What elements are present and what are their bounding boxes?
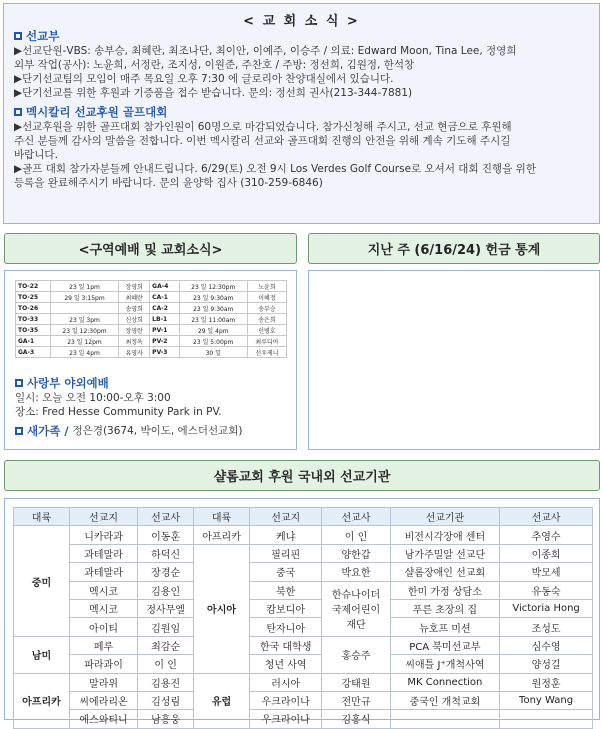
district-cell: TO-33 [16, 314, 51, 325]
continent-cell: 남미 [14, 636, 70, 673]
district-row [16, 292, 287, 303]
district-row [16, 281, 287, 292]
mission-field-cell: 우크라이나 [250, 691, 322, 709]
missionary-cell: 김용진 [138, 673, 194, 691]
district-cell: GA-1 [16, 336, 51, 347]
district-cell: 장영희 [119, 281, 150, 292]
missions-row [14, 599, 593, 617]
missionary-cell: 강태원 [322, 673, 390, 691]
mission-line: ▶단기선교팀의 모임이 매주 목요일 오후 7:30 에 글로리아 찬양대실에서 있습니다. [14, 73, 394, 85]
mission-field-cell: 에스와티니 [69, 710, 137, 728]
missions-row [14, 673, 593, 691]
missionary-cell: 이동훈 [138, 526, 194, 544]
square-bullet-icon [15, 427, 23, 435]
district-cell: 23 일 1pm [50, 281, 118, 292]
district-cell: 송은희 [247, 314, 286, 325]
missionary-cell: 김홍식 [322, 710, 390, 728]
district-cell: 송영희 [119, 303, 150, 314]
district-box [4, 270, 297, 450]
agency-missionary-cell: 조성도 [500, 618, 593, 636]
mission-field-cell: 멕시코 [69, 581, 137, 599]
continent-cell: 중미 [14, 526, 70, 636]
district-cell: PV-1 [150, 325, 179, 336]
agency-cell [390, 710, 499, 728]
mission-field-cell: 말라위 [69, 673, 137, 691]
missionary-line: 국제어린이 [331, 605, 381, 617]
mission-field-cell: 멕시코 [69, 599, 137, 617]
missions-row [14, 636, 593, 654]
mission-field-cell: 파라과이 [69, 655, 137, 673]
newfamily-text: 정은경(3674, 박이도, 에스더선교회) [72, 425, 243, 437]
agency-missionary-cell: 추영수 [500, 526, 593, 544]
district-cell: PV-2 [150, 336, 179, 347]
mission-field-cell: 한국 대학생 [250, 636, 322, 654]
district-row [16, 347, 287, 358]
missions-col-header: 대륙 [194, 508, 250, 526]
district-cell: CA-1 [150, 292, 179, 303]
mission-field-cell: 페루 [69, 636, 137, 654]
section-head-mission: 선교부 [14, 28, 593, 44]
missionary-line: 한슈나이더 [331, 590, 381, 602]
agency-cell: 샬롬장애인 선교회 [390, 563, 499, 581]
stats-header: 지난 주 (6/16/24) 헌금 통계 [308, 233, 600, 264]
mission-field-cell: 씨에라리온 [69, 691, 137, 709]
continent-cell: 아프리카 [194, 526, 250, 544]
missions-col-header: 선교기관 [390, 508, 499, 526]
square-bullet-icon [15, 379, 23, 387]
mission-field-cell: 우크라이나 [250, 710, 322, 728]
mission-field-cell: 니카라과 [69, 526, 137, 544]
district-cell: PV-3 [150, 347, 179, 358]
missions-row [14, 618, 593, 636]
missionary-cell: 김성림 [138, 691, 194, 709]
mission-field-cell: 과테말라 [69, 544, 137, 562]
section-head-love: 사랑부 야외예배 [15, 375, 292, 391]
continent-cell: 아프리카 [14, 673, 70, 728]
district-cell: CA-2 [150, 303, 179, 314]
district-cell: GA-4 [150, 281, 179, 292]
agency-missionary-cell: 원정훈 [500, 673, 593, 691]
news-title: < 교 회 소 식 > [243, 14, 360, 29]
mission-field-cell: 청년 사역 [250, 655, 322, 673]
agency-missionary-cell: Victoria Hong [500, 599, 593, 617]
missionary-line: 재단 [346, 620, 366, 632]
district-cell: 23 일 12pm [50, 336, 118, 347]
missionary-cell: 남흥웅 [138, 710, 194, 728]
district-cell: TO-35 [16, 325, 51, 336]
missions-header: 샬롬교회 후원 국내외 선교기관 [4, 460, 600, 491]
agency-missionary-cell: Tony Wang [500, 691, 593, 709]
district-cell: 이혜정 [247, 292, 286, 303]
agency-cell: 중국인 개척교회 [390, 691, 499, 709]
agency-missionary-cell [500, 710, 593, 728]
district-cell: 23 일 12:30pm [50, 325, 118, 336]
agency-cell: 한미 가정 상담소 [390, 581, 499, 599]
golf-line: 바랍니다. [14, 149, 58, 161]
agency-missionary-cell: 유동숙 [500, 581, 593, 599]
missionary-cell: 이 인 [322, 526, 390, 544]
missionary-cell: 장경순 [138, 563, 194, 581]
agency-missionary-cell: 심수영 [500, 636, 593, 654]
missionary-cell: 정사무엘 [138, 599, 194, 617]
mission-line: ▶선교단원-VBS: 송부승, 최혜란, 최조나단, 최이안, 이예주, 이승주 / 의료: Edward Moon, Tina Lee, 정영희 [14, 45, 517, 57]
missions-col-header: 선교사 [322, 508, 390, 526]
agency-cell: 비전시각장애 센터 [390, 526, 499, 544]
church-news-box [3, 3, 600, 224]
district-header: <구역예배 및 교회소식> [4, 233, 297, 264]
golf-line: 등록을 완료해주시기 바랍니다. 문의 윤양학 집사 (310-259-6846) [14, 177, 323, 189]
golf-line: 주신 분들께 감사의 말씀을 전합니다. 이번 멕시칼리 선교와 골프대회 진행의 안전을 위해 계속 기도해 주시길 [14, 135, 511, 147]
district-cell: 최혜란 [119, 292, 150, 303]
district-cell: 장영란 [119, 325, 150, 336]
mission-field-cell: 캄보디아 [250, 599, 322, 617]
love-time: 일시: 오늘 오전 10:00-오후 3:00 [15, 392, 171, 404]
missions-row [14, 581, 593, 599]
missions-row [14, 655, 593, 673]
agency-cell: 푸른 초장의 집 [390, 599, 499, 617]
missions-row [14, 691, 593, 709]
agency-missionary-cell: 박모세 [500, 563, 593, 581]
missions-col-header: 선교사 [500, 508, 593, 526]
agency-missionary-cell: 이종희 [500, 544, 593, 562]
district-cell: LB-1 [150, 314, 179, 325]
mission-field-cell: 북한 [250, 581, 322, 599]
mission-field-cell: 과테말라 [69, 563, 137, 581]
district-cell: 선우제니 [247, 347, 286, 358]
district-cell: 23 일 4pm [50, 347, 118, 358]
section-head-golf: 멕시칼리 선교후원 골프대회 [14, 104, 593, 120]
agency-cell: MK Connection [390, 673, 499, 691]
district-cell: 신상희 [119, 314, 150, 325]
district-schedule-table [15, 280, 287, 358]
mission-field-cell: 중국 [250, 563, 322, 581]
missions-box [4, 498, 600, 727]
missionary-cell: 김용인 [138, 581, 194, 599]
mission-field-cell: 탄자니아 [250, 618, 322, 636]
district-cell: 유영자 [119, 347, 150, 358]
district-row [16, 336, 287, 347]
district-cell: 29 일 4pm [179, 325, 247, 336]
district-cell: 23 일 12:30pm [179, 281, 247, 292]
district-row [16, 314, 287, 325]
square-bullet-icon [14, 108, 22, 116]
continent-cell: 유럽 [194, 673, 250, 728]
missionary-cell: 박요한 [322, 563, 390, 581]
missions-col-header: 선교사 [138, 508, 194, 526]
missionary-cell: 김원임 [138, 618, 194, 636]
district-cell [50, 303, 118, 314]
missions-row [14, 563, 593, 581]
district-cell: 노윤희 [247, 281, 286, 292]
agency-missionary-cell: 양성길 [500, 655, 593, 673]
missionary-cell: 전만규 [322, 691, 390, 709]
stats-box [308, 270, 600, 450]
district-cell: TO-25 [16, 292, 51, 303]
missionary-cell: 양한갑 [322, 544, 390, 562]
district-cell: GA-3 [16, 347, 51, 358]
mission-line: ▶단기선교를 위한 후원과 기증품을 접수 받습니다. 문의: 정선희 권사(213-344-7881) [14, 87, 413, 99]
district-row [16, 325, 287, 336]
missionary-cell: 하덕신 [138, 544, 194, 562]
missions-col-header: 선교지 [69, 508, 137, 526]
district-cell: 최정옥 [119, 336, 150, 347]
mission-line: 외부 작업(공사): 노윤희, 서정란, 조지성, 이원준, 주찬호 / 주방: 정선희, 김원정, 한석창 [14, 59, 415, 71]
golf-line: ▶골프 대회 참가자분들께 안내드립니다. 6/29(토) 오전 9시 Los Verdes Golf Course로 오셔서 대회 진행을 위한 [14, 163, 536, 175]
agency-cell: 씨애틀 J⁺개척사역 [390, 655, 499, 673]
agency-cell: 남가주밀알 선교단 [390, 544, 499, 562]
missionary-cell: 이 인 [138, 655, 194, 673]
golf-line: ▶선교후원을 위한 골프대회 참가인원이 60명으로 마감되었습니다. 참가신청해 주시고, 선교 현금으로 후원해 [14, 121, 512, 133]
section-head-newfamily: 새가족 / [15, 423, 69, 439]
agency-cell: PCA 북미선교부 [390, 636, 499, 654]
district-row [16, 303, 287, 314]
mission-field-cell: 러시아 [250, 673, 322, 691]
missionary-cell: 최감순 [138, 636, 194, 654]
missions-row [14, 526, 593, 544]
square-bullet-icon [14, 32, 22, 40]
mission-field-cell: 필리핀 [250, 544, 322, 562]
missions-col-header: 대륙 [14, 508, 70, 526]
district-cell: 송부승 [247, 303, 286, 314]
district-cell: 30 일 [179, 347, 247, 358]
district-cell: 23 일 11:00am [179, 314, 247, 325]
missions-col-header: 선교지 [250, 508, 322, 526]
district-cell: 23 일 5:00pm [179, 336, 247, 347]
district-cell: 23 일 9:30am [179, 292, 247, 303]
agency-cell: 뉴호프 미션 [390, 618, 499, 636]
missions-row [14, 710, 593, 728]
district-cell: TO-22 [16, 281, 51, 292]
love-place: 장소: Fred Hesse Community Park in PV. [15, 406, 222, 418]
district-cell: TO-26 [16, 303, 51, 314]
district-cell: 23 일 3pm [50, 314, 118, 325]
missions-table [13, 507, 593, 729]
missionary-cell: 홍승주 [322, 636, 390, 673]
missionary-cell [322, 581, 390, 636]
district-cell: 29 일 3:15pm [50, 292, 118, 303]
mission-field-cell: 아이티 [69, 618, 137, 636]
district-cell: 23 일 9:30am [179, 303, 247, 314]
missions-row [14, 544, 593, 562]
mission-field-cell: 케냐 [250, 526, 322, 544]
district-cell: 최루디아 [247, 336, 286, 347]
continent-cell: 아시아 [194, 544, 250, 673]
district-cell: 인병호 [247, 325, 286, 336]
